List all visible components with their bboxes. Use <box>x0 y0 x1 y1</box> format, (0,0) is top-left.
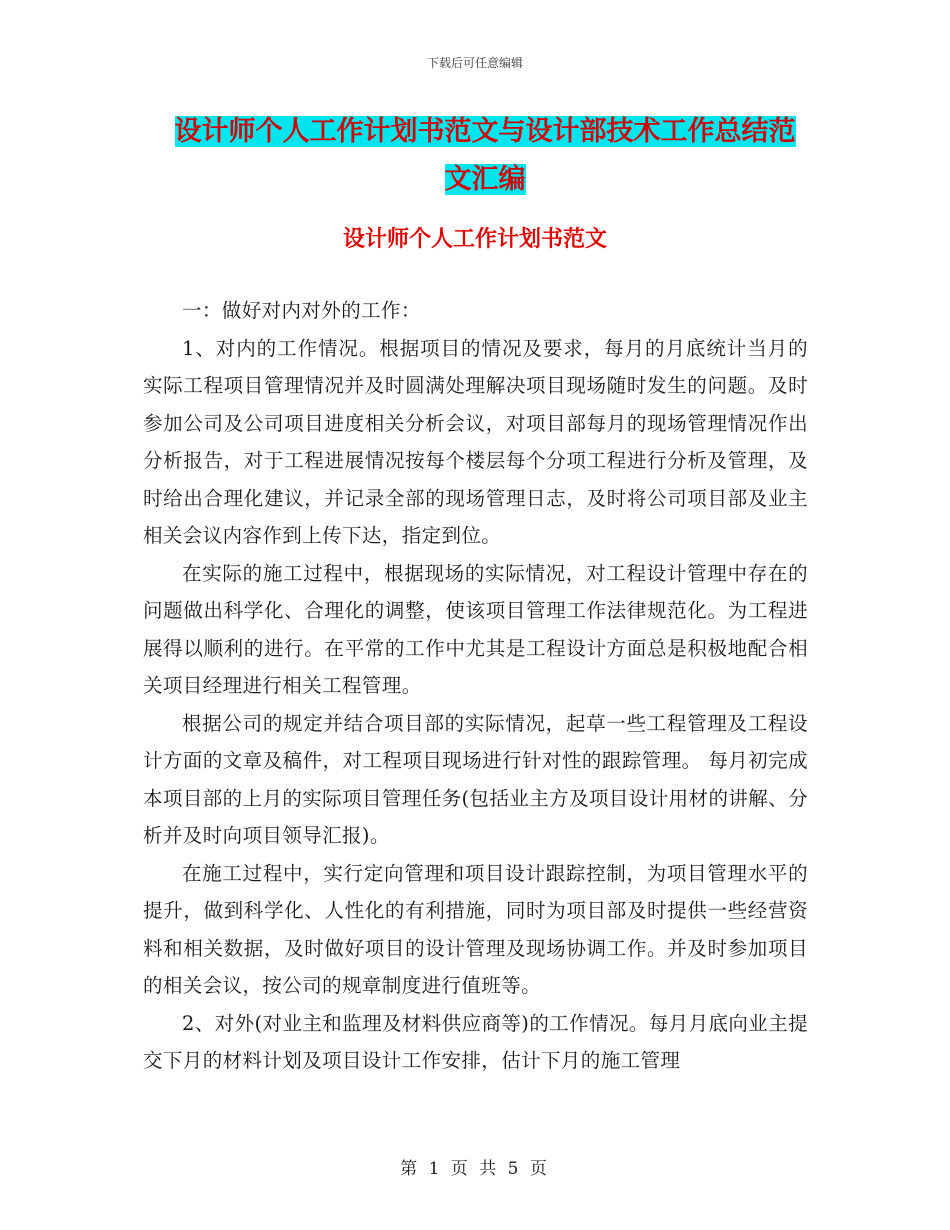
header-note: 下载后可任意编辑 <box>426 56 523 70</box>
document-title-line-1: 设计师个人工作计划书范文与设计部技术工作总结范 <box>174 116 796 147</box>
document-title <box>140 108 830 204</box>
paragraph: 根据公司的规定并结合项目部的实际情况，起草一些工程管理及工程设计方面的文章及稿件，对工程项目现场进行针对性的跟踪管理。 每月初完成本项目部的上月的实际项目管理任务(包括业主方及项目设计用材的讲解、分析并及时向项目领导汇报)。 <box>143 711 808 847</box>
document-title-line-2: 文汇编 <box>444 164 526 195</box>
section-title: 设计师个人工作计划书范文 <box>342 226 607 252</box>
paragraph: 一：做好对内对外的工作： <box>182 299 421 322</box>
paragraph: 在实际的施工过程中，根据现场的实际情况，对工程设计管理中存在的问题做出科学化、合理化的调整，使该项目管理工作法律规范化。为工程进展得以顺利的进行。在平常的工作中尤其是工程设计方面总是积极地配合相关项目经理进行相关工程管理。 <box>143 561 808 697</box>
paragraph: 1、对内的工作情况。根据项目的情况及要求，每月的月底统计当月的实际工程项目管理情况并及时圆满处理解决项目现场随时发生的问题。及时参加公司及公司项目进度相关分析会议，对项目部每月的现场管理情况作出分析报告，对于工程进展情况按每个楼层每个分项工程进行分析及管理，及时给出合理化建议，并记录全部的现场管理日志，及时将公司项目部及业主相关会议内容作到上传下达，指定到位。 <box>143 336 808 547</box>
document-body <box>143 292 808 1080</box>
paragraph: 2、对外(对业主和监理及材料供应商等)的工作情况。每月月底向业主提交下月的材料计划及项目设计工作安排，估计下月的施工管理 <box>143 1011 808 1072</box>
page-number-footer: 第 1 页 共 5 页 <box>400 1159 550 1179</box>
paragraph: 在施工过程中，实行定向管理和项目设计跟踪控制，为项目管理水平的提升，做到科学化、人性化的有利措施，同时为项目部及时提供一些经营资料和相关数据，及时做好项目的设计管理及现场协调工作。并及时参加项目的相关会议，按公司的规章制度进行值班等。 <box>143 861 808 997</box>
